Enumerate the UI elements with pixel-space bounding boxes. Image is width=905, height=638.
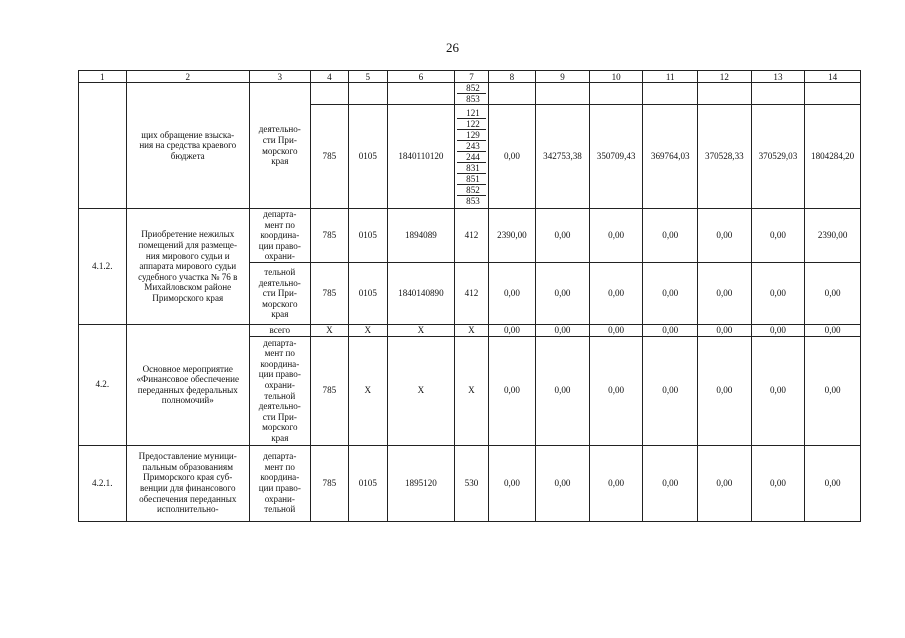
activity-name	[126, 324, 249, 445]
rzpr-cell: X	[349, 336, 387, 445]
col-header: 7	[455, 71, 488, 83]
row-number-cell: 4.2.1.	[79, 445, 127, 521]
value-cell	[643, 83, 698, 105]
kvr-code: 122	[457, 119, 485, 130]
grbs-cell	[310, 83, 348, 105]
csr-cell: X	[387, 324, 455, 336]
kvr-code: 851	[457, 174, 485, 185]
page-number: 26	[446, 40, 459, 55]
activity-name	[126, 445, 249, 521]
rzpr-cell: X	[349, 324, 387, 336]
value-cell	[536, 83, 590, 105]
kvr-cell: 412	[455, 262, 488, 324]
col-header: 10	[589, 71, 643, 83]
col-header: 6	[387, 71, 455, 83]
executor-text: тельной деятельно- сти При- морского края	[258, 266, 301, 320]
kvr-cell: 412	[455, 209, 488, 263]
value-cell	[698, 83, 752, 105]
value-cell: 370529,03	[751, 105, 805, 209]
rzpr-cell: 0105	[349, 262, 387, 324]
value-cell: 369764,03	[643, 105, 698, 209]
value-cell	[589, 83, 643, 105]
col-header: 11	[643, 71, 698, 83]
grbs-cell: 785	[310, 105, 348, 209]
value-cell: 0,00	[536, 262, 590, 324]
kvr-cell: X	[455, 336, 488, 445]
row-number-cell: 4.2.	[79, 324, 127, 445]
value-cell: 0,00	[698, 209, 752, 263]
col-header: 5	[349, 71, 387, 83]
value-cell: 0,00	[536, 209, 590, 263]
value-cell: 0,00	[751, 445, 805, 521]
executor-cell	[249, 83, 310, 209]
value-cell: 342753,38	[536, 105, 590, 209]
value-cell: 2390,00	[805, 209, 861, 263]
value-cell: 0,00	[643, 262, 698, 324]
table-row	[79, 324, 861, 336]
value-cell: 0,00	[589, 445, 643, 521]
col-header: 1	[79, 71, 127, 83]
value-cell: 0,00	[751, 209, 805, 263]
executor-cell	[249, 209, 310, 263]
executor-text: деятельно- сти При- морского края	[258, 124, 301, 167]
kvr-code: 852	[457, 185, 485, 196]
kvr-code: 852	[457, 83, 485, 94]
table-row	[79, 209, 861, 263]
table-row	[79, 83, 861, 105]
kvr-cell: X	[455, 324, 488, 336]
csr-cell: 1894089	[387, 209, 455, 263]
col-header: 9	[536, 71, 590, 83]
value-cell: 0,00	[751, 336, 805, 445]
value-cell: 0,00	[805, 262, 861, 324]
csr-cell: 1840110120	[387, 105, 455, 209]
executor-cell	[249, 262, 310, 324]
value-cell: 0,00	[805, 445, 861, 521]
csr-cell	[387, 83, 455, 105]
activity-name-text: Предоставление муници- пальным образованиям Приморского края суб- венции для финансового обеспечения переданных исполнительно-	[138, 451, 237, 515]
col-header: 12	[698, 71, 752, 83]
value-cell	[805, 83, 861, 105]
value-cell: 2390,00	[488, 209, 536, 263]
activity-name-text: Основное мероприятие «Финансовое обеспечение переданных федеральных полномочий»	[136, 363, 240, 406]
grbs-cell: 785	[310, 445, 348, 521]
value-cell: 350709,43	[589, 105, 643, 209]
column-number-row	[79, 71, 861, 83]
value-cell: 0,00	[589, 262, 643, 324]
value-cell: 0,00	[589, 324, 643, 336]
grbs-cell: 785	[310, 262, 348, 324]
value-cell: 0,00	[805, 324, 861, 336]
value-cell: 0,00	[488, 445, 536, 521]
grbs-cell: 785	[310, 209, 348, 263]
budget-table	[78, 70, 861, 522]
table-row	[79, 445, 861, 521]
kvr-cell	[455, 83, 488, 105]
value-cell: 0,00	[536, 336, 590, 445]
value-cell: 0,00	[488, 324, 536, 336]
kvr-cell: 530	[455, 445, 488, 521]
executor-text: департа- мент по координа- ции право- охрани-	[258, 209, 301, 262]
value-cell: 0,00	[589, 209, 643, 263]
row-number-cell	[79, 83, 127, 209]
executor-cell: всего	[249, 324, 310, 336]
col-header: 4	[310, 71, 348, 83]
csr-cell: 1840140890	[387, 262, 455, 324]
value-cell: 0,00	[698, 262, 752, 324]
col-header: 14	[805, 71, 861, 83]
value-cell	[488, 83, 536, 105]
executor-text: департа- мент по координа- ции право- охрани- тельной деятельно- сти При- морского края	[258, 337, 301, 443]
value-cell: 0,00	[643, 336, 698, 445]
value-cell: 0,00	[698, 324, 752, 336]
kvr-code: 853	[466, 195, 480, 206]
col-header: 3	[249, 71, 310, 83]
kvr-code: 243	[457, 141, 485, 152]
csr-cell: X	[387, 336, 455, 445]
value-cell: 1804284,20	[805, 105, 861, 209]
kvr-code: 129	[457, 130, 485, 141]
executor-cell	[249, 445, 310, 521]
value-cell: 0,00	[643, 445, 698, 521]
value-cell: 0,00	[698, 336, 752, 445]
kvr-cell	[455, 105, 488, 209]
executor-text: департа- мент по координа- ции право- охрани- тельной	[258, 451, 301, 515]
kvr-code: 831	[457, 163, 485, 174]
value-cell: 0,00	[751, 262, 805, 324]
rzpr-cell: 0105	[349, 105, 387, 209]
value-cell: 0,00	[698, 445, 752, 521]
value-cell: 0,00	[589, 336, 643, 445]
activity-name-text: щих обращение взыска- ния на средства краевого бюджета	[139, 129, 237, 161]
value-cell: 0,00	[488, 336, 536, 445]
rzpr-cell	[349, 83, 387, 105]
col-header: 2	[126, 71, 249, 83]
rzpr-cell: 0105	[349, 209, 387, 263]
kvr-code: 244	[457, 152, 485, 163]
col-header: 8	[488, 71, 536, 83]
col-header: 13	[751, 71, 805, 83]
activity-name	[126, 209, 249, 325]
grbs-cell: X	[310, 324, 348, 336]
value-cell: 0,00	[488, 262, 536, 324]
kvr-code: 853	[466, 94, 480, 104]
csr-cell: 1895120	[387, 445, 455, 521]
rzpr-cell: 0105	[349, 445, 387, 521]
executor-cell	[249, 336, 310, 445]
value-cell: 0,00	[643, 209, 698, 263]
value-cell: 0,00	[751, 324, 805, 336]
value-cell: 0,00	[536, 445, 590, 521]
value-cell: 0,00	[643, 324, 698, 336]
value-cell: 0,00	[805, 336, 861, 445]
grbs-cell: 785	[310, 336, 348, 445]
row-number-cell: 4.1.2.	[79, 209, 127, 325]
value-cell: 0,00	[536, 324, 590, 336]
value-cell: 370528,33	[698, 105, 752, 209]
activity-name	[126, 83, 249, 209]
value-cell: 0,00	[488, 105, 536, 209]
value-cell	[751, 83, 805, 105]
kvr-code: 121	[457, 108, 485, 119]
activity-name-text: Приобретение нежилых помещений для размеще- ния мирового судьи и аппарата мирового судьи судебного участка № 76 в Михайловском районе Приморского края	[138, 229, 238, 303]
